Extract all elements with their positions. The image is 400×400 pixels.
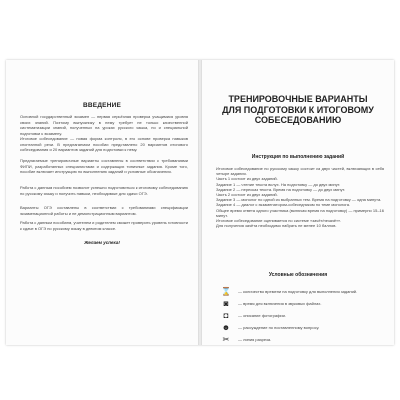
scissors-icon: ✂ [222, 334, 230, 344]
instruction-line: Задание 2 — пересказ текста. Время на подготовку — до двух минут. [216, 186, 346, 192]
instruction-line: Общее время ответа одного участника (включая время на подготовку) — примерно 15–16 минут. [216, 207, 384, 218]
instruction-line: Задание 4 — диалог с экзаменатором-собеседником по теме монолога. [216, 202, 351, 208]
camera-icon: ◘ [223, 310, 229, 320]
legend-heading: Условные обозначения [268, 272, 328, 278]
right-page [202, 60, 394, 345]
instruction-heading: Инструкция по выполнению заданий [251, 154, 345, 160]
legend-item-text: — описание фотографии. [238, 312, 286, 318]
instruction-body [216, 166, 384, 228]
instruction-line: Итоговое собеседование оценивается по системе «зачёт/незачёт». [216, 218, 342, 224]
left-page [6, 60, 198, 345]
legend-list [220, 286, 380, 345]
instruction-line: Часть 2 состоит из двух заданий. [216, 192, 278, 198]
sign-off: Желаем успеха! [84, 240, 120, 245]
legend-item [220, 310, 380, 320]
intro-paragraph-5: Варианты ОГЭ составлены в соответствии с требованиями спецификации экзаменационной работы и не демонстрационным вариантом. [20, 205, 188, 216]
intro-paragraph-6: Работа с данным пособием, учителем и родителем сможет проверить уровень готовности к сдаче в ОГЭ по русскому языку в девятом классе. [20, 220, 189, 231]
intro-paragraph-3: Предлагаемые тренировочные варианты составлены в соответствии с требованиями ФИПИ, разработанных специалистами и содержащих типичные задания. Кроме того, пособие включает инструкцию по выполнению заданий и условные обозначения. [20, 158, 188, 174]
instruction-line: Для получения зачёта необходимо набрать не менее 10 баллов. [216, 223, 337, 229]
section-title-line-1: ТРЕНИРОВОЧНЫЕ ВАРИАНТЫ [228, 94, 368, 104]
book-spread [6, 60, 394, 345]
legend-item [220, 322, 380, 332]
instruction-line: Часть 1 состоит из двух заданий. [216, 176, 278, 182]
microphone-icon: ◙ [223, 298, 229, 308]
hourglass-icon: ⌛ [221, 286, 231, 296]
legend-item [220, 286, 380, 296]
legend-item-text: — время для включения в звуковых файлах. [238, 300, 322, 306]
legend-item [220, 298, 380, 308]
intro-paragraph-1: Основной государственный экзамен — первая серьёзная проверка учащимися уровня своих знаний. Поэтому выпускнику в нему требует не только качественной систематизации знаний, полученных на уроках русского языка, но и специальной подготовки к экзамену. [20, 114, 188, 136]
legend-item [220, 334, 380, 344]
section-title [202, 94, 394, 126]
instruction-line: Задание 1 — чтение текста вслух. На подготовку — до двух минут. [216, 181, 341, 187]
legend-item-text: — рассуждение по поставленному вопросу. [238, 324, 320, 330]
speaking-head-icon: ☻ [221, 322, 231, 332]
instruction-line: Задание 3 — монолог по одной из выбранных тем. Время на подготовку — одна минута. [216, 197, 382, 203]
section-title-line-2: ДЛЯ ПОДГОТОВКИ К ИТОГОВОМУ [222, 104, 374, 115]
instruction-line: Итоговое собеседование по русскому языку состоит из двух частей, включающих в себя четыре задания. [216, 166, 384, 177]
section-title-line-3: СОБЕСЕДОВАНИЮ [254, 115, 342, 125]
intro-paragraph-4: Работа с данным пособием позволит успешно подготовиться к итоговому собеседованию по русскому языку и получить навыки, необходимые для сдачи ОГЭ. [20, 185, 188, 196]
introduction-heading: ВВЕДЕНИЕ [83, 102, 121, 109]
legend-item-text: — количество времени на подготовку для выполнения заданий. [238, 288, 358, 294]
intro-paragraph-2: Итоговое собеседование — новая форма контроля, в его основе проверка навыков спонтанной речи. В предлагаемом пособии представлено 20 вариантов итогового собеседования и 20 вариантов заданий для подготовки к нему. [20, 136, 188, 152]
legend-item-text: — линия разреза. [238, 336, 272, 342]
